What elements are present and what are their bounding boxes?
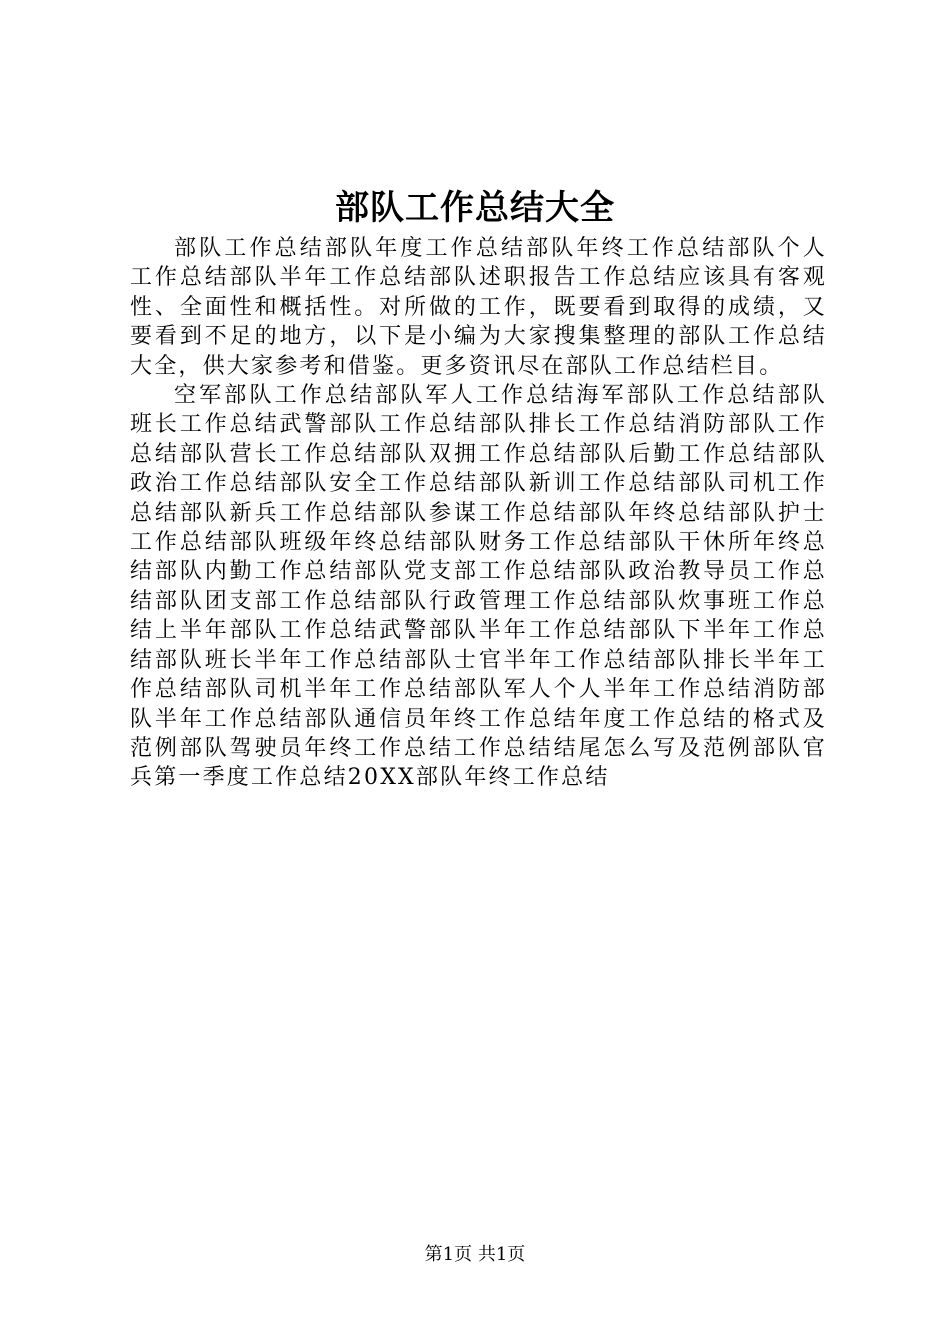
paragraph-intro: 部队工作总结部队年度工作总结部队年终工作总结部队个人工作总结部队半年工作总结部队述职报告工作总结应该具有客观性、全面性和概括性。对所做的工作，既要看到取得的成绩，又要看到不足的地方，以下是小编为大家搜集整理的部队工作总结大全，供大家参考和借鉴。更多资讯尽在部队工作总结栏目。 [130, 236, 827, 379]
document-body [130, 234, 827, 793]
page-footer: 第1页 共1页 [424, 1244, 526, 1265]
document-title: 部队工作总结大全 [335, 188, 615, 228]
paragraph-list: 空军部队工作总结部队军人工作总结海军部队工作总结部队班长工作总结武警部队工作总结部队排长工作总结消防部队工作总结部队营长工作总结部队双拥工作总结部队后勤工作总结部队政治工作总结部队安全工作总结部队新训工作总结部队司机工作总结部队新兵工作总结部队参谋工作总结部队年终总结部队护士工作总结部队班级年终总结部队财务工作总结部队干休所年终总结部队内勤工作总结部队党支部工作总结部队政治教导员工作总结部队团支部工作总结部队行政管理工作总结部队炊事班工作总结上半年部队工作总结武警部队半年工作总结部队下半年工作总结部队班长半年工作总结部队士官半年工作总结部队排长半年工作总结部队司机半年工作总结部队军人个人半年工作总结消防部队半年工作总结部队通信员年终工作总结年度工作总结的格式及范例部队驾驶员年终工作总结工作总结结尾怎么写及范例部队官兵第一季度工作总结20XX部队年终工作总结 [130, 383, 827, 791]
